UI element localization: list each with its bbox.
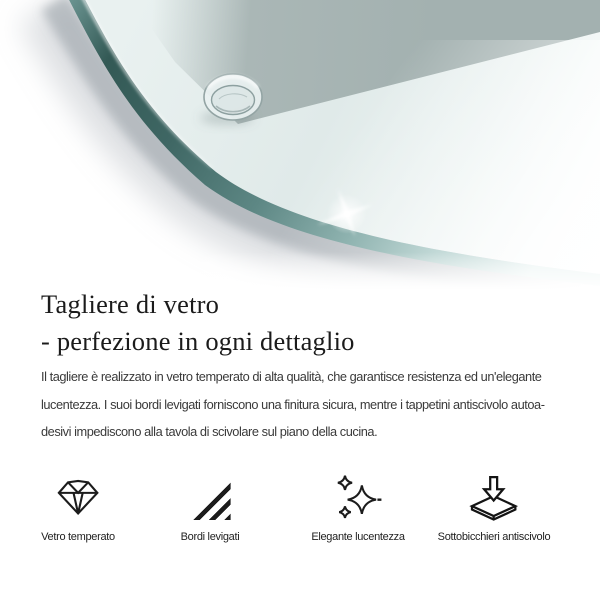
description-line-2: lucentezza. I suoi bordi levigati forniscono una finitura sicura, mentre i tappetini antiscivolo autoa- xyxy=(41,396,545,412)
feature-label: Vetro temperato xyxy=(41,531,115,543)
feature-elegante-lucentezza xyxy=(311,470,404,543)
polished-edge-stripes-icon xyxy=(189,470,231,524)
product-description xyxy=(41,363,545,446)
feature-bordi-levigati xyxy=(181,470,240,543)
diamond-icon xyxy=(56,470,100,524)
feature-label: Bordi levigati xyxy=(180,531,240,543)
feature-label: Elegante lucentezza xyxy=(311,531,405,543)
product-photo xyxy=(0,0,600,290)
description-line-1: Il tagliere è realizzato in vetro temperato di alta qualità, che garantisce resistenza ed un'elegante xyxy=(41,369,542,384)
arrow-onto-board-icon xyxy=(468,470,520,524)
sparkles-icon xyxy=(334,470,382,524)
title-line-1: Tagliere di vetro xyxy=(41,289,220,319)
feature-label: Sottobicchieri antiscivolo xyxy=(437,531,551,543)
feature-sottobicchieri-antiscivolo xyxy=(438,470,551,543)
title-line-2: - perfezione in ogni dettaglio xyxy=(41,326,355,356)
description-line-3: desivi impediscono alla tavola di scivolare sul piano della cucina. xyxy=(41,424,378,440)
feature-list xyxy=(0,470,600,560)
feature-vetro-temperato xyxy=(41,470,115,543)
product-title xyxy=(41,286,355,360)
